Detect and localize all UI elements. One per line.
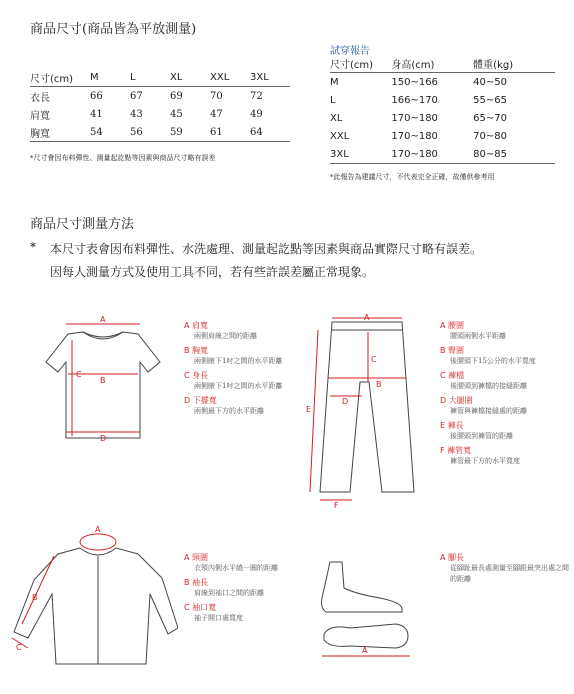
legend-desc: 後腰頭下15公分的水平寬度 bbox=[450, 357, 536, 365]
dimension-label: A bbox=[95, 525, 101, 534]
dimension-label: B bbox=[32, 593, 38, 602]
table-cell: 67 bbox=[130, 90, 143, 102]
legend-name: 臀圍 bbox=[448, 346, 465, 355]
legend-desc: 肩線到袖口之間的距離 bbox=[194, 589, 264, 597]
dimension-label: A bbox=[100, 315, 106, 324]
table-cell: 41 bbox=[90, 108, 103, 120]
legend-key: C bbox=[184, 371, 190, 380]
fit-height: 166~170 bbox=[391, 94, 438, 106]
fit-col-header: 體重(kg) bbox=[473, 59, 514, 71]
fit-size: L bbox=[330, 94, 336, 106]
dimension-label: A bbox=[364, 313, 370, 322]
tshirt-diagram bbox=[28, 314, 178, 444]
fit-size: XL bbox=[330, 112, 343, 124]
dimension-label: C bbox=[371, 355, 377, 364]
dimension-label: C bbox=[76, 370, 82, 379]
legend-name: 身長 bbox=[192, 371, 209, 380]
pants-diagram bbox=[302, 312, 432, 512]
dimension-label: B bbox=[376, 380, 382, 389]
foot-legend bbox=[440, 552, 570, 588]
legend-desc: 兩側腋下1吋之間的水平距離 bbox=[194, 382, 283, 390]
legend-key: B bbox=[184, 346, 190, 355]
size-col-header: XL bbox=[170, 71, 183, 83]
dimension-label: E bbox=[306, 405, 312, 414]
legend-name: 袖長 bbox=[192, 578, 209, 587]
fit-table bbox=[330, 54, 555, 164]
size-col-header: 3XL bbox=[250, 71, 269, 83]
pants-legend bbox=[440, 320, 570, 470]
size-table bbox=[30, 68, 290, 142]
dimension-label: A bbox=[362, 646, 368, 655]
table-cell: 64 bbox=[250, 126, 263, 138]
legend-name: 腳長 bbox=[448, 553, 465, 562]
legend-desc: 衣領內側水平繞一圈的距離 bbox=[194, 564, 278, 572]
legend-name: 下擺寬 bbox=[192, 396, 217, 405]
table-cell: 47 bbox=[210, 108, 223, 120]
shirt-legend bbox=[184, 552, 314, 627]
size-section-title: 商品尺寸(商品皆為平放測量) bbox=[30, 22, 197, 37]
table-row bbox=[330, 91, 555, 109]
legend-name: 褲管寬 bbox=[447, 446, 472, 455]
fit-col-header: 身高(cm) bbox=[391, 59, 435, 71]
table-row bbox=[330, 109, 555, 127]
table-row bbox=[330, 145, 555, 164]
size-col-header: XXL bbox=[210, 71, 230, 83]
table-cell: 45 bbox=[170, 108, 183, 120]
fit-weight: 65~70 bbox=[473, 112, 507, 124]
legend-name: 袖口寬 bbox=[192, 603, 217, 612]
dimension-label: D bbox=[342, 397, 349, 406]
legend-name: 胸寬 bbox=[192, 346, 209, 355]
table-cell: 54 bbox=[90, 126, 103, 138]
fit-weight: 80~85 bbox=[473, 148, 507, 160]
table-cell: 49 bbox=[250, 108, 263, 120]
legend-key: C bbox=[440, 371, 446, 380]
legend-desc: 兩側最下方的水平距離 bbox=[194, 407, 264, 415]
legend-key: A bbox=[184, 553, 190, 562]
fit-size: M bbox=[330, 76, 339, 88]
row-label: 衣長 bbox=[30, 92, 50, 104]
size-note: *尺寸會因布料彈性、測量起訖點等因素與商品尺寸略有誤差 bbox=[30, 154, 216, 162]
table-cell: 66 bbox=[90, 90, 103, 102]
legend-desc: 從腳趾最長處測量至腳跟最突出處之間的距離 bbox=[450, 564, 569, 583]
legend-desc: 袖子開口處寬度 bbox=[194, 614, 243, 622]
foot-diagram bbox=[310, 552, 430, 672]
method-title: 商品尺寸測量方法 bbox=[30, 217, 135, 232]
legend-desc: 兩側肩線之間的距離 bbox=[194, 332, 257, 340]
legend-name: 褲檔 bbox=[448, 371, 465, 380]
legend-key: E bbox=[440, 421, 446, 430]
dimension-label: C bbox=[16, 643, 22, 652]
table-row bbox=[330, 73, 555, 92]
legend-desc: 褲管最下方的水平寬度 bbox=[450, 457, 520, 465]
table-cell: 61 bbox=[210, 126, 223, 138]
legend-desc: 褲管與褲檔接縫處的距離 bbox=[450, 407, 527, 415]
legend-key: A bbox=[440, 553, 446, 562]
fit-height: 170~180 bbox=[391, 130, 438, 142]
method-line-1: 本尺寸表會因布料彈性、水洗處理、測量起訖點等因素與商品實際尺寸略有誤差。 bbox=[50, 242, 483, 256]
table-cell: 56 bbox=[130, 126, 143, 138]
fit-section-title: 試穿報告 bbox=[330, 46, 370, 57]
legend-name: 褲長 bbox=[447, 421, 464, 430]
table-cell: 72 bbox=[250, 90, 263, 102]
legend-key: F bbox=[440, 446, 445, 455]
fit-size: 3XL bbox=[330, 148, 349, 160]
legend-desc: 後腰頭到褲管的距離 bbox=[450, 432, 513, 440]
dimension-label: B bbox=[100, 376, 106, 385]
size-col-header: 尺寸(cm) bbox=[30, 73, 74, 85]
fit-height: 170~180 bbox=[391, 148, 438, 160]
legend-name: 肩寬 bbox=[192, 321, 209, 330]
legend-desc: 腰頭兩側水平距離 bbox=[450, 332, 506, 340]
tshirt-legend bbox=[184, 320, 314, 420]
row-label: 胸寬 bbox=[30, 128, 50, 140]
table-row bbox=[30, 123, 290, 142]
table-cell: 59 bbox=[170, 126, 183, 138]
legend-key: D bbox=[440, 396, 447, 405]
method-line-2: 因每人測量方式及使用工具不同，若有些許誤差屬正常現象。 bbox=[50, 265, 375, 279]
method-bullet: * bbox=[30, 240, 36, 254]
legend-key: B bbox=[440, 346, 446, 355]
row-label: 肩寬 bbox=[30, 110, 50, 122]
size-col-header: M bbox=[90, 71, 99, 83]
table-row bbox=[30, 87, 290, 106]
legend-name: 頸圍 bbox=[192, 553, 209, 562]
size-col-header: L bbox=[130, 71, 136, 83]
table-cell: 69 bbox=[170, 90, 183, 102]
fit-height: 170~180 bbox=[391, 112, 438, 124]
fit-height: 150~166 bbox=[391, 76, 438, 88]
table-row bbox=[330, 127, 555, 145]
table-cell: 43 bbox=[130, 108, 143, 120]
shirt-diagram bbox=[8, 522, 178, 672]
legend-key: D bbox=[184, 396, 191, 405]
legend-desc: 後腰頭到褲檔的接縫距離 bbox=[450, 382, 527, 390]
table-cell: 70 bbox=[210, 90, 223, 102]
dimension-label: D bbox=[100, 434, 107, 443]
legend-key: C bbox=[184, 603, 190, 612]
legend-key: A bbox=[184, 321, 190, 330]
legend-name: 腰圍 bbox=[448, 321, 465, 330]
table-row bbox=[30, 105, 290, 123]
fit-size: XXL bbox=[330, 130, 350, 142]
fit-weight: 40~50 bbox=[473, 76, 507, 88]
dimension-label: F bbox=[334, 501, 339, 510]
legend-key: B bbox=[184, 578, 190, 587]
legend-key: A bbox=[440, 321, 446, 330]
fit-weight: 55~65 bbox=[473, 94, 507, 106]
fit-weight: 70~80 bbox=[473, 130, 507, 142]
legend-name: 大腿圍 bbox=[448, 396, 473, 405]
fit-note: *此報告為建議尺寸，不代表完全正確，故僅供參考用 bbox=[330, 173, 495, 181]
fit-col-header: 尺寸(cm) bbox=[330, 59, 374, 71]
legend-desc: 兩側腋下1吋之間的水平距離 bbox=[194, 357, 283, 365]
